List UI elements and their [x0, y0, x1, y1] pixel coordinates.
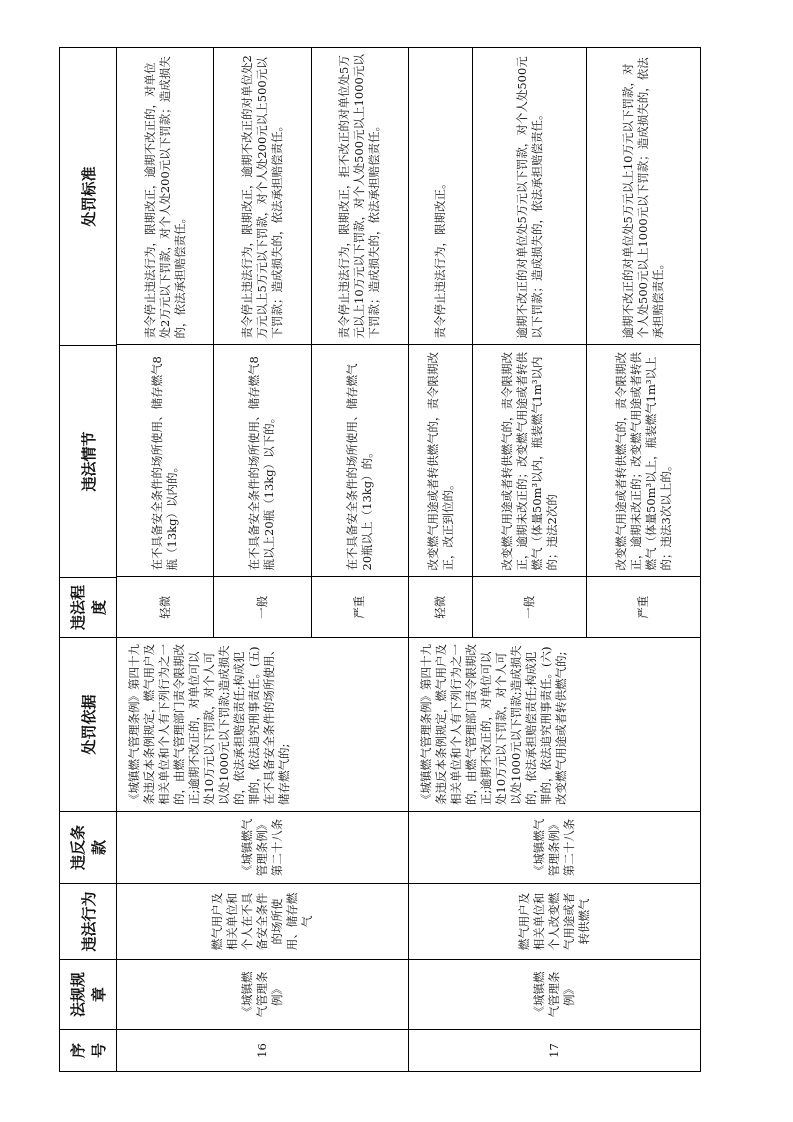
article-cell: 《城镇燃气管理条例》第二十八条: [409, 812, 701, 884]
standard-cell: 责令停止违法行为，限期改正，逾期不改正的对单位处2万元以上5万元以下罚款，对个人处200元以上500元以下罚款；造成损失的，依法承担赔偿责任。: [214, 47, 312, 345]
circumstance-cell: 改变燃气用途或者转供燃气的，责令限期改正，改正到位的。: [409, 345, 473, 577]
header-circumstance: 违法情节: [60, 346, 117, 578]
levels-cell: [117, 48, 409, 638]
penalty-standards-table: [59, 47, 701, 1072]
levels-cell: [409, 48, 701, 638]
table-row-17: [409, 48, 701, 1072]
level-row-minor: [409, 47, 473, 637]
law-cell: 《城镇燃气管理条例》: [409, 960, 701, 1030]
table-row-16: [117, 48, 409, 1072]
header-act: 违法行为: [60, 884, 117, 960]
level-row-serious: [311, 47, 408, 637]
basis-cell: 《城镇燃气管理条例》第四十九条违反本条例规定，燃气用户及相关单位和个人有下列行为之一的，由燃气管理部门责令限期改正;逾期不改正的，对单位可以处10万元以下罚款，对个人可以处1000元以下罚款;造成损失的，依法承担赔偿责任;构成犯罪的，依法追究刑事责任。(六)改变燃气用途或者转供燃气的;: [409, 638, 701, 812]
act-cell: 燃气用户及相关单位和个人改变燃气用途或者转供燃气: [409, 884, 701, 960]
level-row-general: [214, 47, 312, 637]
degree-cell: 严重: [587, 577, 700, 637]
circumstance-cell: 改变燃气用途或者转供燃气的，责令限期改正，逾期未改正的；改变燃气用途或者转供燃气（体量50m³以上，瓶装燃气1m³以上的；违法3次以上的。: [587, 345, 700, 577]
header-standard: 处罚标准: [60, 48, 117, 346]
article-cell: 《城镇燃气管理条例》第二十八条: [117, 812, 409, 884]
standard-cell: 责令停止违法行为，限期改正，拒不改正的对单位处5万元以上10万元以下罚款，对个人处500元以上1000元以下罚款；造成损失的，依法承担赔偿责任。: [311, 47, 408, 345]
degree-cell: 一般: [473, 577, 587, 637]
rotated-page-frame: [59, 48, 689, 1072]
header-basis: 处罚依据: [60, 638, 117, 812]
level-row-minor: [117, 47, 214, 637]
levels-subtable: [117, 47, 408, 637]
header-degree: 违法程度: [60, 578, 117, 638]
law-cell: 《城镇燃气管理条例》: [117, 960, 409, 1030]
circumstance-cell: 在不具备安全条件的场所使用、储存燃气20瓶以上（13kg）的。: [311, 345, 408, 577]
level-row-serious: [587, 47, 700, 637]
degree-cell: 一般: [214, 577, 312, 637]
header-law: 法规规章: [60, 960, 117, 1030]
seq-cell: 16: [117, 1030, 409, 1072]
header-article: 违反条款: [60, 812, 117, 884]
standard-cell: 逾期不改正的对单位处5万元以下罚款，对个人处500元以下罚款；造成损失的，依法承担赔偿责任。: [473, 47, 587, 345]
header-row: [60, 48, 117, 1072]
standard-cell: 责令停止违法行为，限期改正，逾期不改正的，对单位处2万元以下罚款，对个人处200元以下罚款；造成损失的，依法承担赔偿责任。: [117, 47, 214, 345]
degree-cell: 严重: [311, 577, 408, 637]
circumstance-cell: 改变燃气用途或者转供燃气的，责令限期改正，逾期未改正的；改变燃气用途或者转供燃气（体量50m³以内，瓶装燃气1m³以内的；违法2次的: [473, 345, 587, 577]
levels-subtable: [409, 47, 700, 637]
circumstance-cell: 在不具备安全条件的场所使用、储存燃气8瓶（13kg）以内的。: [117, 345, 214, 577]
degree-cell: 轻微: [117, 577, 214, 637]
circumstance-cell: 在不具备安全条件的场所使用、储存燃气8瓶以上20瓶（13kg）以下的。: [214, 345, 312, 577]
standard-cell: 责令停止违法行为，限期改正。: [409, 47, 473, 345]
act-cell: 燃气用户及相关单位和个人在不具备安全条件的场所使用、储存燃气: [117, 884, 409, 960]
degree-cell: 轻微: [409, 577, 473, 637]
standard-cell: 逾期不改正的对单位处5万元以上10万元以下罚款，对个人处500元以上1000元以下罚款；造成损失的，依法承担赔偿责任。: [587, 47, 700, 345]
level-row-general: [473, 47, 587, 637]
basis-cell: 《城镇燃气管理条例》第四十九条违反本条例规定，燃气用户及相关单位和个人有下列行为之一的，由燃气管理部门责令限期改正;逾期不改正的，对单位可以处10万元以下罚款，对个人可以处1000元以下罚款;造成损失的，依法承担赔偿责任;构成犯罪的，依法追究刑事责任。(五)在不具备安全条件的场所使用、储存燃气的;: [117, 638, 409, 812]
seq-cell: 17: [409, 1030, 701, 1072]
header-seq: 序号: [60, 1030, 117, 1072]
